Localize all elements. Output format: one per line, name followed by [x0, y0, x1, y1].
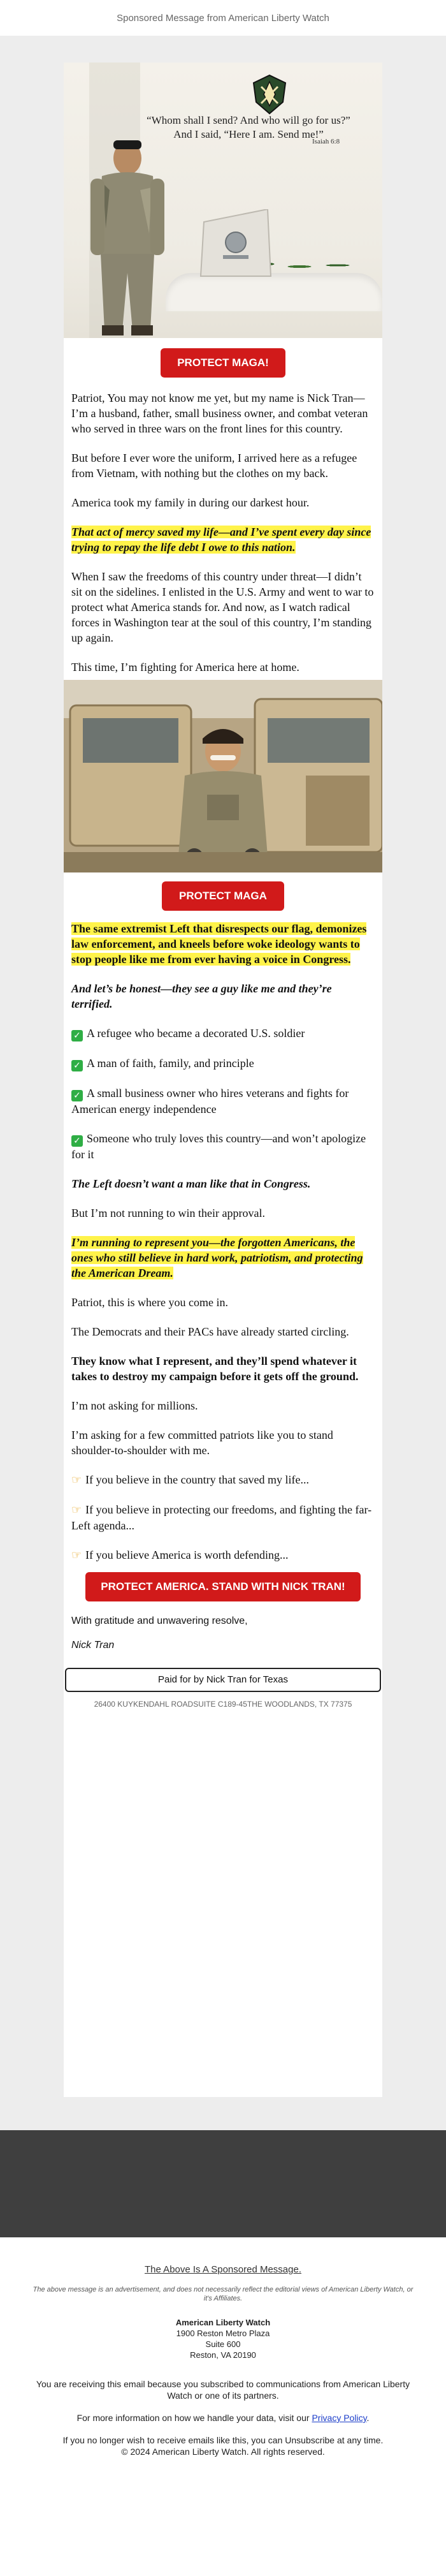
footer-addr-line: 1900 Reston Metro Plaza — [176, 2329, 270, 2338]
protect-maga-button[interactable]: PROTECT MAGA! — [161, 348, 285, 378]
unsubscribe-text: If you no longer wish to receive emails like this, you can Unsubscribe at any time. — [62, 2435, 384, 2445]
footer-org: American Liberty Watch — [175, 2318, 271, 2327]
highlighted-paragraph: The same extremist Left that disrespects our flag, demonizes law enforcement, and kneels before woke ideology wants to stop people like me from ever having a voice in Congress. — [71, 922, 367, 966]
email-footer — [0, 2237, 446, 2457]
email-card — [64, 63, 382, 2097]
highlighted-paragraph: That act of mercy saved my life—and I’ve spent every day since trying to repay the life debt I owe to this nation. — [71, 526, 371, 554]
check-item: ✓ A man of faith, family, and principle — [71, 1056, 375, 1071]
subscription-notice: You are receiving this email because you subscribed to communications from American Liberty Watch or one of its partners. — [36, 2379, 410, 2401]
stand-with-nick-tran-button[interactable]: PROTECT AMERICA. STAND WITH NICK TRAN! — [85, 1572, 361, 1601]
letter-paragraph: The Left doesn’t want a man like that in Congress. — [71, 1177, 311, 1190]
copyright-text: © 2024 American Liberty Watch. All rights reserved. — [121, 2447, 325, 2457]
letter-body-part2 — [64, 911, 382, 1563]
check-mark-icon: ✓ — [71, 1030, 83, 1041]
hand-item: ☞ If you believe America is worth defending... — [71, 1549, 289, 1562]
footer-addr-line: Reston, VA 20190 — [190, 2350, 256, 2360]
letter-paragraph: When I saw the freedoms of this country under threat—I didn’t sit on the sidelines. I enlisted in the U.S. Army and went to war to protect what America stands for. And now, as I watch radical forces in Washington tear at the soul of this country, I’m standing up again. — [71, 570, 374, 644]
check-item: ✓ A small business owner who hires veterans and fights for American energy independence — [71, 1087, 349, 1115]
dark-band — [0, 2130, 446, 2237]
paid-for-box: Paid for by Nick Tran for Texas — [65, 1668, 381, 1692]
check-item: ✓ Someone who truly loves this country—and won’t apologize for it — [71, 1132, 366, 1161]
pointing-hand-icon: ☞ — [71, 1503, 82, 1517]
signature-name: Nick Tran — [71, 1640, 115, 1651]
hand-item: ☞ If you believe in the country that saved my life... — [71, 1473, 310, 1487]
campaign-address: 26400 KUYKENDAHL ROADSUITE C189-45THE WOODLANDS, TX 77375 — [94, 1700, 352, 1709]
letter-paragraph: The Democrats and their PACs have already started circling. — [71, 1325, 349, 1338]
letter-paragraph: And let’s be honest—they see a guy like me and they’re terrified. — [71, 982, 332, 1010]
letter-paragraph: America took my family in during our darkest hour. — [71, 496, 310, 509]
letter-paragraph: They know what I represent, and they’ll spend whatever it takes to destroy my campaign before it gets off the ground. — [71, 1355, 359, 1383]
highlighted-paragraph: I’m running to represent you—the forgotten Americans, the ones who still believe in hard work, patriotism, and protecting the American Dream. — [71, 1236, 363, 1279]
hero-image — [64, 63, 382, 338]
footer-addr-line: Suite 600 — [205, 2339, 241, 2349]
protect-maga-button-2[interactable]: PROTECT MAGA — [162, 881, 284, 911]
closing-line: With gratitude and unwavering resolve, — [71, 1616, 248, 1626]
footer-address — [0, 2317, 446, 2360]
check-mark-icon: ✓ — [71, 1060, 83, 1071]
letter-paragraph: This time, I’m fighting for America here at home. — [71, 661, 299, 673]
signature-block — [64, 1616, 382, 1651]
sponsor-header — [0, 0, 446, 36]
footer-disclaimer: The above message is an advertisement, and does not necessarily reflect the editorial views of American Liberty Watch, or it's Affiliates. — [32, 2286, 414, 2302]
pointing-hand-icon: ☞ — [71, 1549, 82, 1562]
sponsored-label: The Above Is A Sponsored Message. — [145, 2264, 301, 2275]
letter-body-part1 — [64, 378, 382, 675]
soldier-vehicle-photo — [64, 680, 382, 872]
check-item: ✓ A refugee who became a decorated U.S. soldier — [71, 1026, 375, 1041]
letter-paragraph: But I’m not running to win their approval. — [71, 1207, 265, 1219]
privacy-policy-link[interactable]: Privacy Policy — [312, 2413, 367, 2423]
special-forces-insignia-icon — [247, 73, 292, 117]
sponsor-line: Sponsored Message from American Liberty Watch — [117, 12, 329, 24]
letter-paragraph: Patriot, this is where you come in. — [71, 1296, 228, 1309]
letter-paragraph: I’m not asking for millions. — [71, 1399, 198, 1412]
quote-line-2: And I said, “Here I am. Send me!” — [173, 128, 324, 140]
soldier-figure — [64, 63, 191, 338]
privacy-info: For more information on how we handle your data, visit our Privacy Policy. — [76, 2413, 370, 2423]
check-mark-icon: ✓ — [71, 1135, 83, 1147]
quote-citation: Isaiah 6:8 — [312, 138, 340, 145]
humvee-scene — [64, 680, 382, 872]
check-mark-icon: ✓ — [71, 1090, 83, 1101]
hand-item: ☞ If you believe in protecting our freedoms, and fighting the far-Left agenda... — [71, 1503, 372, 1532]
letter-paragraph: Patriot, You may not know me yet, but my name is Nick Tran—I’m a husband, father, small business owner, and combat veteran who served in three wars on the front lines for this country. — [71, 392, 368, 435]
memorial-stone — [198, 209, 274, 279]
letter-paragraph: But before I ever wore the uniform, I arrived here as a refugee from Vietnam, with nothing but the clothes on my back. — [71, 452, 357, 480]
unsubscribe-line — [0, 2434, 446, 2457]
letter-paragraph: I’m asking for a few committed patriots like you to stand shoulder-to-shoulder with me. — [71, 1429, 333, 1457]
quote-line-1: “Whom shall I send? And who will go for us?” — [147, 114, 350, 126]
pointing-hand-icon: ☞ — [71, 1473, 82, 1487]
